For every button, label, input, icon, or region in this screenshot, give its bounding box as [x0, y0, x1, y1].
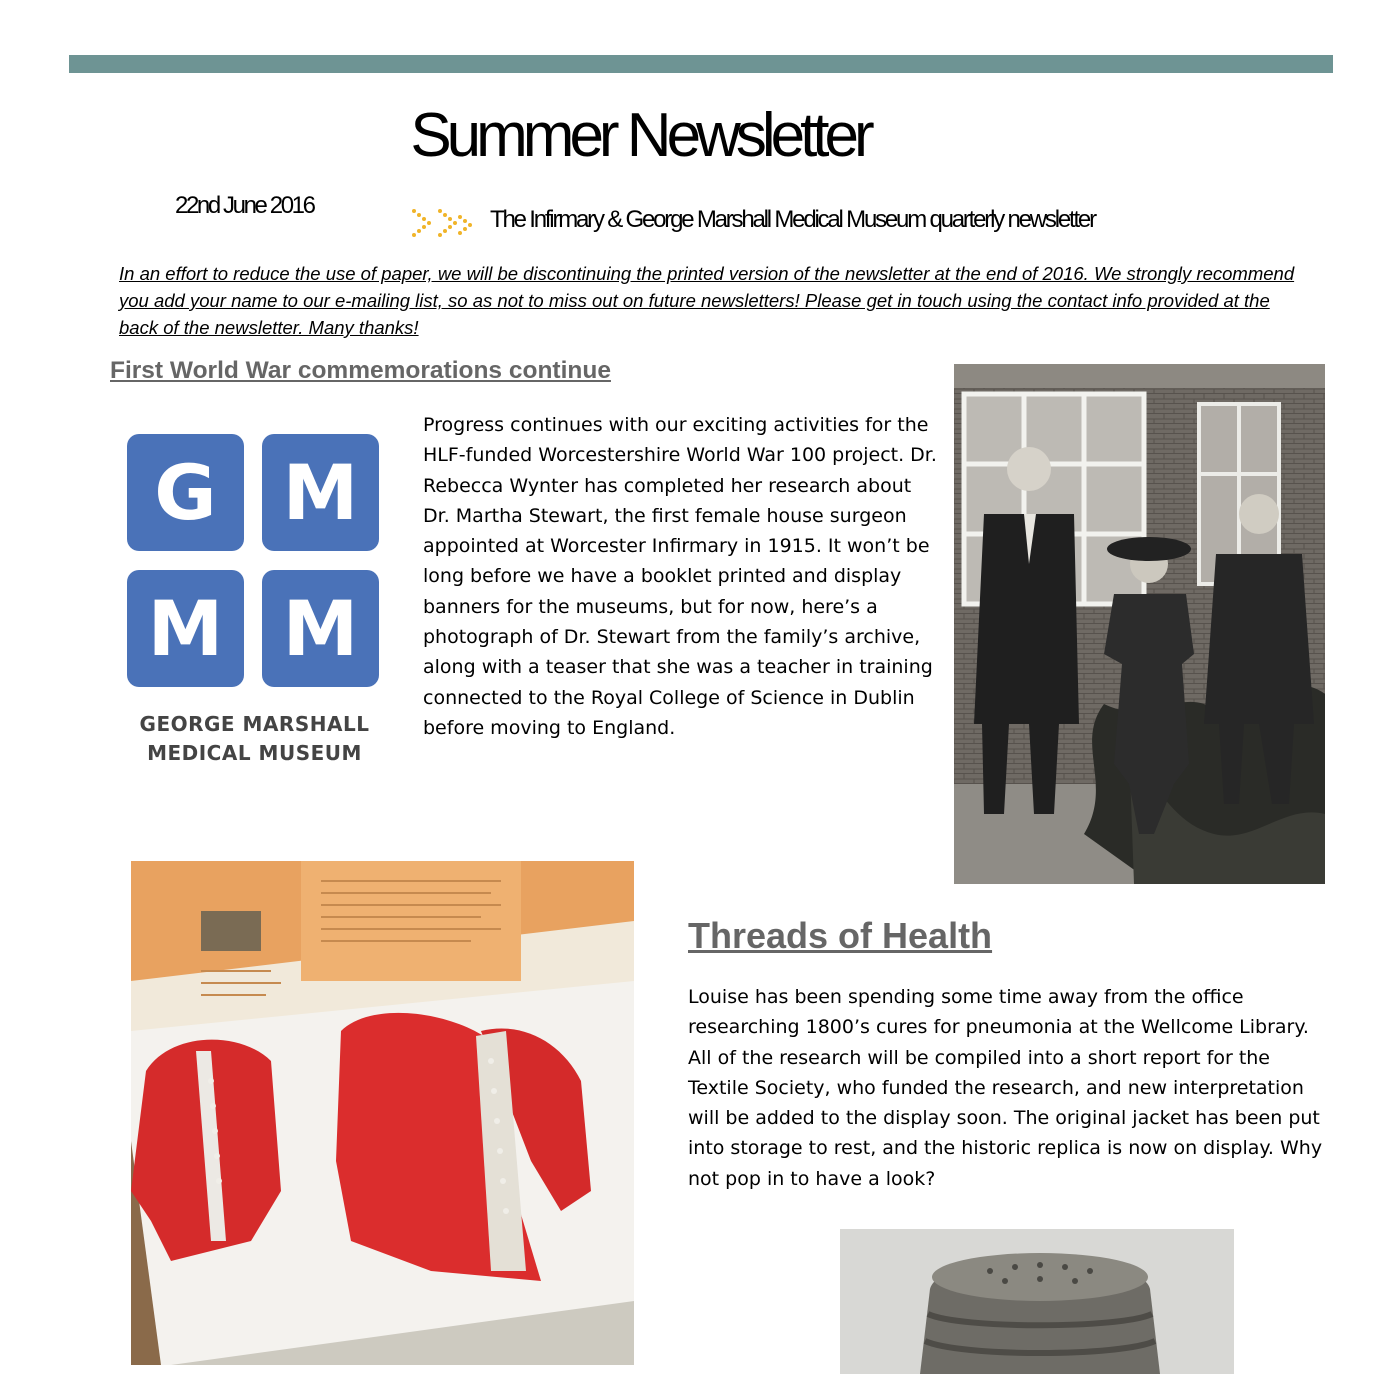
header-bar: [69, 55, 1333, 73]
chevron-arrows-icon: [410, 205, 476, 243]
logo-tile: G: [127, 434, 244, 551]
museum-logo: [127, 434, 382, 769]
logo-caption-line2: MEDICAL MUSEUM: [147, 741, 362, 765]
logo-tile: M: [127, 570, 244, 687]
logo-tile: M: [262, 570, 379, 687]
paper-notice: In an effort to reduce the use of paper, we will be discontinuing the printed version of the newsletter at the end of 2016. We strongly recommend you add your name to our e-mailing list, so as not to miss out on future newsletters! Please get in touch using the contact info provided at the back of the newsletter. Many thanks!: [119, 263, 1295, 338]
logo-caption: [127, 710, 382, 768]
logo-tile: M: [262, 434, 379, 551]
threads-body-text: Louise has been spending some time away from the office researching 1800’s cures for pneumonia at the Wellcome Library. All of the research will be compiled into a short report for the Textile Society, who funded the research, and new interpretation will be added to the display soon. The original jacket has been put into storage to rest, and the historic replica is now on display. Why not pop in to have a look?: [688, 986, 1323, 1190]
page-title: Summer Newsletter: [410, 101, 870, 170]
section-heading-threads: Threads of Health: [688, 915, 993, 956]
pepper-pot-photo: [840, 1229, 1234, 1374]
section-heading-ww1: First World War commemorations continue: [110, 357, 611, 384]
ww1-body-text: Progress continues with our exciting activities for the HLF-funded Worcestershire World War 100 project. Dr. Rebecca Wynter has completed her research about Dr. Martha Stewart, the first female house surgeon appointed at Worcester Infirmary in 1915. It won’t be long before we have a booklet printed and display banners for the museums, but for now, here’s a photograph of Dr. Stewart from the family’s archive, along with a teaser that she was a teacher in training connected to the Royal College of Science in Dublin before moving to England.: [423, 414, 937, 739]
red-jacket-photo: [131, 861, 634, 1365]
newsletter-subtitle: The Infirmary & George Marshall Medical Museum quarterly newsletter: [490, 206, 1095, 233]
issue-date: 22nd June 2016: [175, 192, 314, 219]
archive-photo-stewart: [954, 364, 1325, 884]
logo-caption-line1: GEORGE MARSHALL: [139, 712, 370, 736]
